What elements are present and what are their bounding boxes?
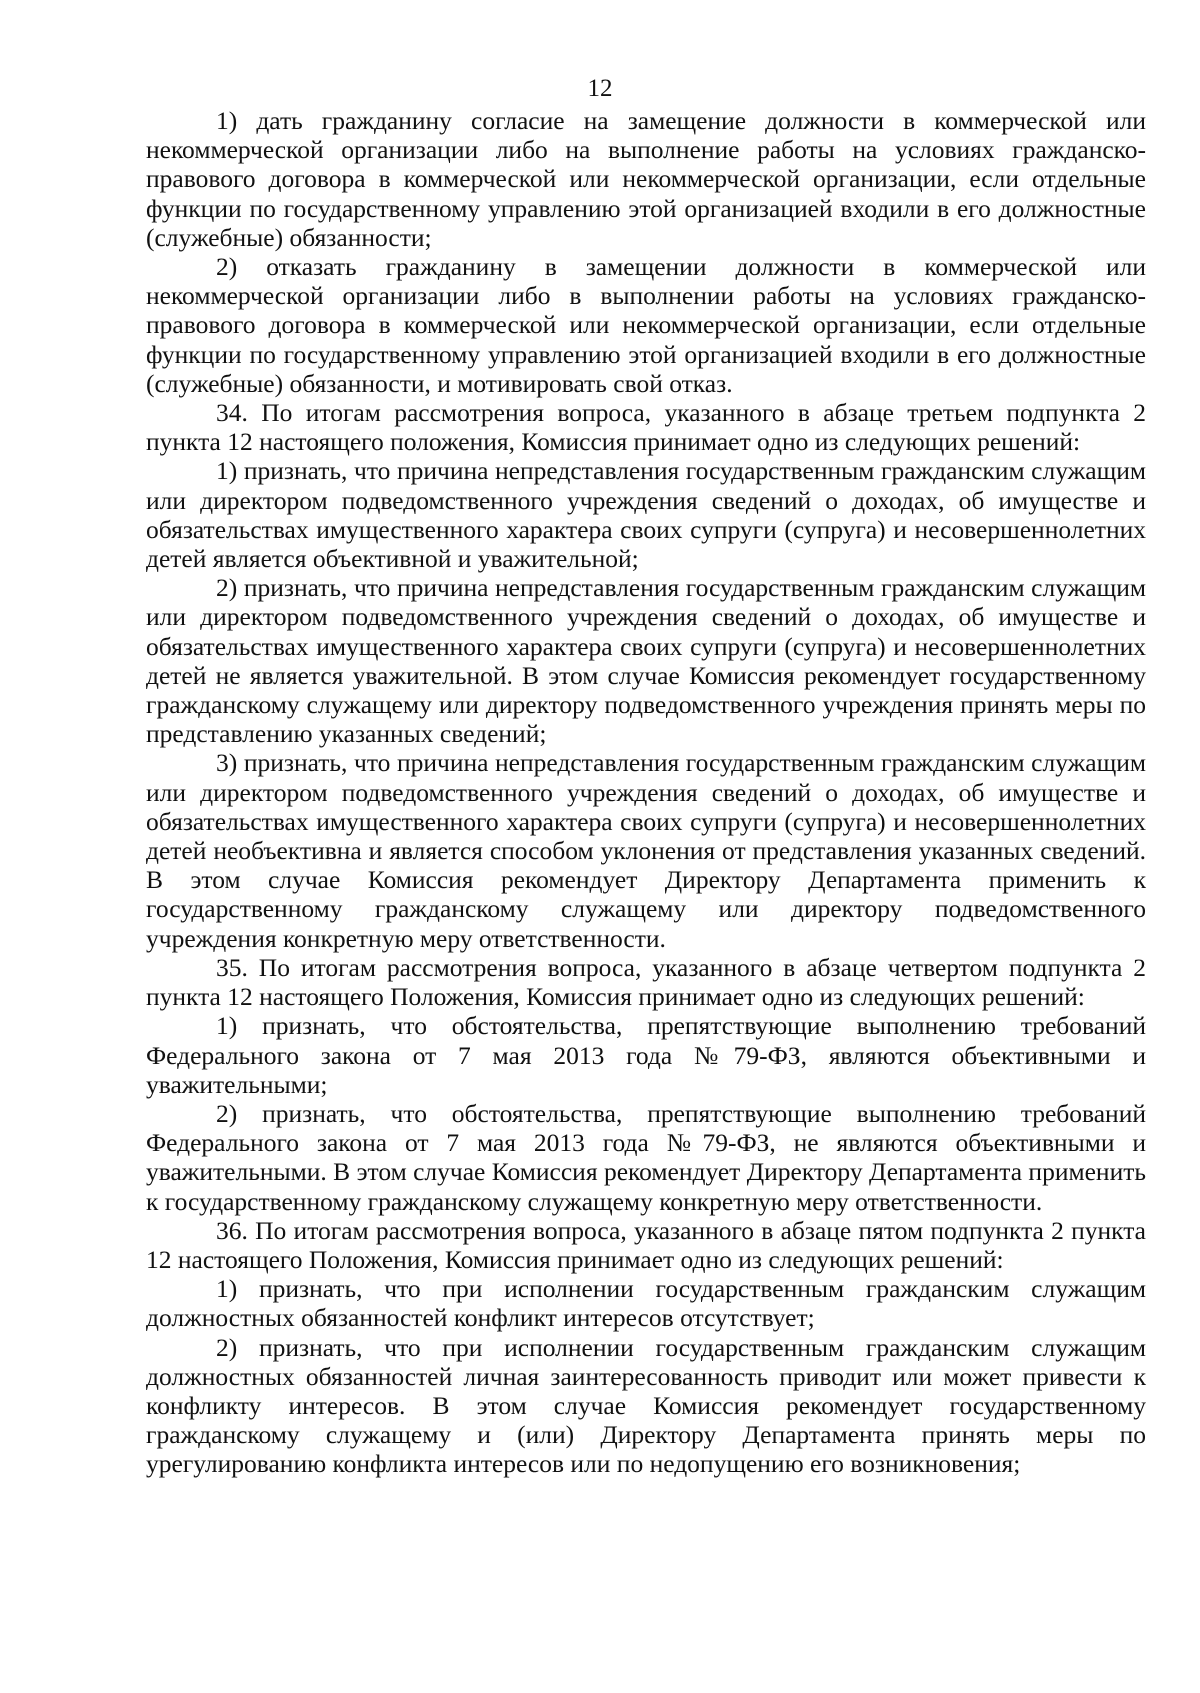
paragraph-35-intro: 35. По итогам рассмотрения вопроса, указанного в абзаце четвертом подпункта 2 пункта 12 настоящего Положения, Комиссия принимает одно из следующих решений: xyxy=(146,952,1146,1012)
paragraph-2-refuse: 2) отказать гражданину в замещении должности в коммерческой или некоммерческой организации либо в выполнении работы на условиях гражданско-правового договора в коммерческой или некоммерческой организации, если отдельные функции по государственному управлению этой организацией входили в его должностные (служебные) обязанности, и мотивировать свой отказ. xyxy=(146,252,1146,398)
paragraph-36-1: 1) признать, что при исполнении государственным гражданским служащим должностных обязанностей конфликт интересов отсутствует; xyxy=(146,1274,1146,1333)
paragraph-35-1: 1) признать, что обстоятельства, препятствующие выполнению требований Федерального закона от 7 мая 2013 года №79-ФЗ, являются объективными и уважительными; xyxy=(146,1011,1146,1099)
paragraph-34-intro: 34. По итогам рассмотрения вопроса, указанного в абзаце третьем подпункта 2 пункта 12 настоящего положения, Комиссия принимает одно из следующих решений: xyxy=(146,398,1146,457)
paragraph-1-consent: 1) дать гражданину согласие на замещение должности в коммерческой или некоммерческой организации либо на выполнение работы на условиях гражданско-правового договора в коммерческой или некоммерческой организации, если отдельные функции по государственному управлению этой организацией входили в его должностные (служебные) обязанности; xyxy=(146,106,1146,252)
paragraph-34-3: 3) признать, что причина непредставления государственным гражданским служащим или директором подведомственного учреждения сведений о доходах, об имуществе и обязательствах имущественного характера своих супруги (супруга) и несовершеннолетних детей необъективна и является способом уклонения от представления указанных сведений. В этом случае Комиссия рекомендует Директору Департамента применить к государственному гражданскому служащему или директору подведомственного учреждения конкретную меру ответственности. xyxy=(146,748,1146,953)
paragraph-36-intro: 36. По итогам рассмотрения вопроса, указанного в абзаце пятом подпункта 2 пункта 12 настоящего Положения, Комиссия принимает одно из следующих решений: xyxy=(146,1215,1146,1274)
paragraph-35-2: 2) признать, что обстоятельства, препятствующие выполнению требований Федерального закона от 7 мая 2013 года №79-ФЗ, не являются объективными и уважительными. В этом случае Комиссия рекомендует Директору Департамента применить к государственному гражданскому служащему конкретную меру ответственности. xyxy=(146,1098,1146,1216)
document-body xyxy=(146,106,1146,1479)
paragraph-36-2: 2) признать, что при исполнении государственным гражданским служащим должностных обязанностей личная заинтересованность приводит или может привести к конфликту интересов. В этом случае Комиссия рекомендует государственному гражданскому служащему и (или) Директору Департамента принять меры по урегулированию конфликта интересов или по недопущению его возникновения; xyxy=(146,1332,1146,1479)
page-number: 12 xyxy=(587,75,613,102)
paragraph-34-1: 1) признать, что причина непредставления государственным гражданским служащим или директором подведомственного учреждения сведений о доходах, об имуществе и обязательствах имущественного характера своих супруги (супруга) и несовершеннолетних детей является объективной и уважительной; xyxy=(146,456,1146,574)
paragraph-34-2: 2) признать, что причина непредставления государственным гражданским служащим или директором подведомственного учреждения сведений о доходах, об имуществе и обязательствах имущественного характера своих супруги (супруга) и несовершеннолетних детей не является уважительной. В этом случае Комиссия рекомендует государственному гражданскому служащему или директору подведомственного учреждения принять меры по представлению указанных сведений; xyxy=(146,573,1146,749)
